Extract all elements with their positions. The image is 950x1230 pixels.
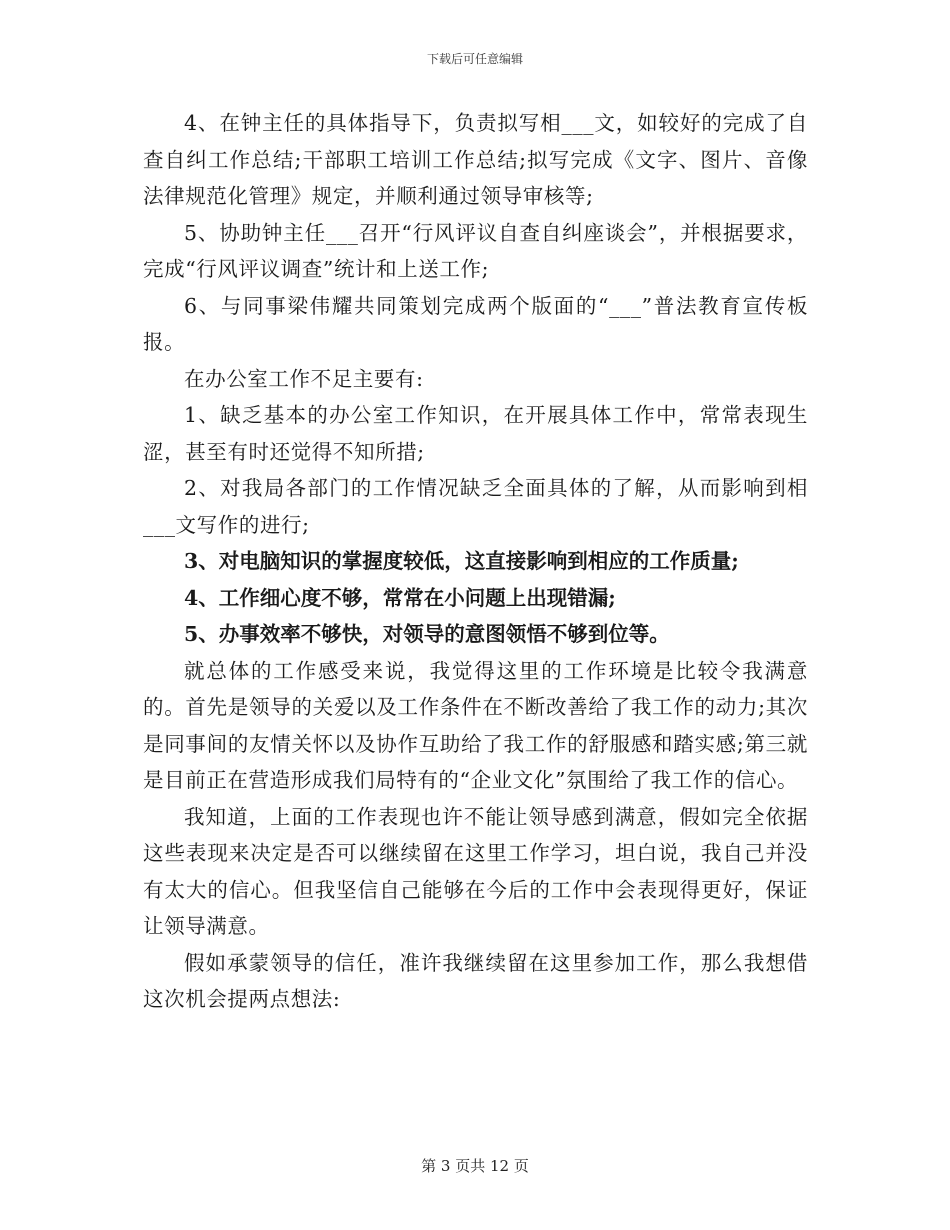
document-body [143, 105, 808, 1018]
paragraph-shortcoming-3: 3、对电脑知识的掌握度较低，这直接影响到相应的工作质量; [184, 549, 739, 573]
paragraph-shortcoming-2: 2、对我局各部门的工作情况缺乏全面具体的了解，从而影响到相___文写作的进行; [143, 476, 808, 537]
page-number: 第 3 页共 12 页 [421, 1157, 529, 1175]
paragraph-self-assessment: 我知道，上面的工作表现也许不能让领导感到满意，假如完全依据这些表现来决定是否可以继续留在这里工作学习，坦白说，我自己并没有太大的信心。但我坚信自己能够在今后的工作中会表现得更好，保证让领导满意。 [143, 804, 808, 938]
page-header: 下载后可任意编辑 [426, 52, 523, 66]
paragraph-shortcomings-intro: 在办公室工作不足主要有: [184, 366, 424, 391]
paragraph-shortcoming-5: 5、办事效率不够快，对领导的意图领悟不够到位等。 [184, 622, 670, 646]
paragraph-shortcoming-1: 1、缺乏基本的办公室工作知识，在开展具体工作中，常常表现生涩，甚至有时还觉得不知所措; [143, 403, 808, 464]
paragraph-shortcoming-4: 4、工作细心度不够，常常在小问题上出现错漏; [184, 585, 616, 610]
paragraph-proposal-intro: 假如承蒙领导的信任，准许我继续留在这里参加工作，那么我想借这次机会提两点想法: [143, 950, 808, 1011]
paragraph-overall-feeling: 就总体的工作感受来说，我觉得这里的工作环境是比较令我满意的。首先是领导的关爱以及工作条件在不断改善给了我工作的动力;其次是同事间的友情关怀以及协作互助给了我工作的舒服感和踏实感;第三就是目前正在营造形成我们局特有的“企业文化”氛围给了我工作的信心。 [143, 658, 808, 792]
paragraph-item-4-drafting: 4、在钟主任的具体指导下，负责拟写相___文，如较好的完成了自查自纠工作总结;干部职工培训工作总结;拟写完成《文字、图片、音像法律规范化管理》规定，并顺利通过领导审核等; [143, 111, 808, 208]
paragraph-item-6-board: 6、与同事梁伟耀共同策划完成两个版面的“___”普法教育宣传板报。 [143, 293, 808, 354]
paragraph-item-5-meeting: 5、协助钟主任___召开“行风评议自查自纠座谈会”，并根据要求，完成“行风评议调查”统计和上送工作; [143, 220, 808, 281]
